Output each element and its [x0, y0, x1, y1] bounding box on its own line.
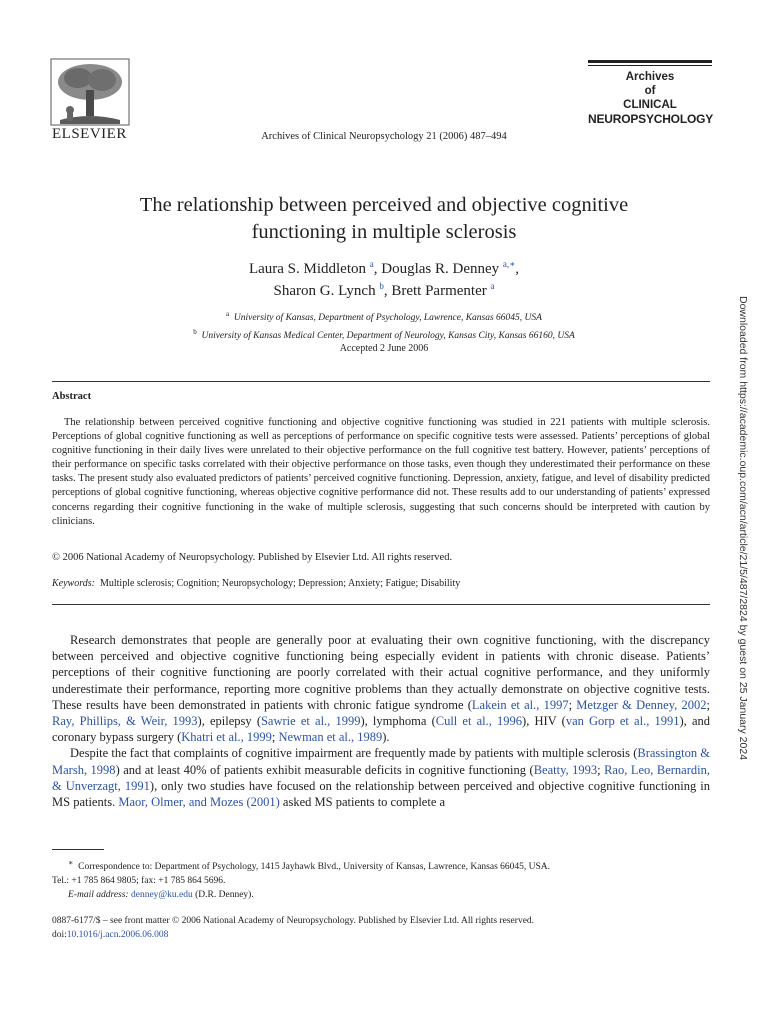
author-list — [0, 258, 768, 302]
author-name: Laura S. Middleton — [248, 261, 367, 277]
affiliations — [0, 307, 768, 343]
text-run: ). — [382, 730, 390, 745]
affiliation-link[interactable]: a — [490, 281, 495, 291]
text-run: ), lymphoma ( — [360, 714, 436, 729]
text-run: ) and at least 40% of patients exhibit measurable deficits in cognitive functioning ( — [115, 762, 534, 777]
affiliation-link[interactable]: a — [369, 259, 374, 269]
email-suffix: (D.R. Denney). — [192, 890, 254, 901]
paragraph — [52, 745, 710, 810]
abstract-copyright: © 2006 National Academy of Neuropsychology. Published by Elsevier Ltd. All rights reserved. — [52, 552, 453, 563]
citation-link[interactable]: Newman et al., 1989 — [278, 730, 383, 745]
text-run: ), and coronary bypass surgery ( — [52, 714, 710, 745]
footnote-rule — [52, 849, 104, 850]
keywords-label: Keywords: — [52, 578, 95, 589]
text-run: Research demonstrates that people are generally poor at evaluating their own cognitive functioning, with the discrepancy between perceived and objective cognitive functioning being especially evident in patients with chronic disease. Patients’ perceptions of their cognitive functioning are poorly correlated with their actual cognitive performance, and they uniformly underestimate their performance, reporting more cognitive problems than they actually demonstrate on objective cognitive tests. These results have been demonstrated in patients with chronic fatigue syndrome ( — [52, 633, 710, 712]
citation-link[interactable]: Cull et al., 1996 — [435, 714, 523, 729]
citation-link[interactable]: Maor, Olmer, and Mozes (2001) — [118, 795, 280, 810]
journal-citation: Archives of Clinical Neuropsychology 21 (2006) 487–494 — [261, 131, 507, 142]
affiliation-marker: a — [226, 310, 230, 318]
affiliation-marker: b — [193, 328, 197, 337]
citation-link[interactable]: Rao, Leo, Bernardin, & Unverzagt, 1991 — [52, 762, 710, 793]
journal-logo-line: NEUROPSYCHOLOGY — [588, 112, 714, 126]
author-name: Brett Parmenter — [391, 283, 487, 299]
article-title-line: The relationship between perceived and objective cognitive — [139, 194, 629, 216]
author-separator: , — [383, 283, 392, 299]
text-run: asked MS patients to complete a — [279, 795, 446, 810]
abstract-heading: Abstract — [52, 391, 92, 402]
citation-link[interactable]: Lakein et al., 1997 — [471, 697, 569, 712]
text-run: Despite the fact that complaints of cognitive impairment are frequently made by patients with multiple sclerosis ( — [70, 746, 638, 761]
citation-link[interactable]: Metzger & Denney, 2002 — [576, 697, 707, 712]
download-watermark[interactable]: Downloaded from https://academic.oup.com/acn/article/21/5/487/2824 by guest on 25 January 2024 — [737, 296, 749, 761]
doi-link[interactable]: 10.1016/j.acn.2006.06.008 — [66, 930, 169, 940]
imprint — [52, 914, 534, 942]
doi-label: doi: — [52, 930, 67, 940]
citation-link[interactable]: van Gorp et al., 1991 — [565, 714, 680, 729]
affiliation-text: University of Kansas, Department of Psychology, Lawrence, Kansas 66045, USA — [233, 313, 542, 324]
article-title-line: functioning in multiple sclerosis — [251, 221, 517, 243]
footnote-marker: ∗ — [68, 858, 74, 867]
contact-phone: Tel.: +1 785 864 9805; fax: +1 785 864 5696. — [52, 876, 226, 887]
journal-logo-line: CLINICAL — [623, 99, 677, 111]
text-run: ; — [706, 697, 710, 712]
paragraph — [52, 632, 710, 745]
correspondence-address: Correspondence to: Department of Psychology, 1415 Jayhawk Blvd., University of Kansas, Lawrence, Kansas 66045, USA. — [78, 862, 551, 873]
citation-link[interactable]: Brassington & Marsh, 1998 — [52, 746, 710, 777]
publisher-name: ELSEVIER — [52, 126, 127, 142]
author-separator: , — [373, 261, 382, 277]
keywords — [52, 578, 460, 589]
author-name: Douglas R. Denney — [381, 261, 500, 277]
email-label: E-mail address: — [68, 890, 129, 901]
citation-link[interactable]: Sawrie et al., 1999 — [260, 714, 361, 729]
abstract-body — [52, 416, 710, 529]
text-run: ; — [597, 762, 605, 777]
affiliation-link[interactable]: a,∗ — [502, 259, 516, 269]
article-title — [0, 192, 768, 246]
abstract-top-rule — [52, 381, 710, 382]
email-link[interactable]: denney@ku.edu — [130, 890, 193, 901]
journal-logo — [588, 60, 712, 126]
footnotes — [52, 856, 550, 902]
journal-logo-line: Archives — [625, 71, 675, 83]
citation-link[interactable]: Beatty, 1993 — [533, 762, 598, 777]
keywords-list: Multiple sclerosis; Cognition; Neuropsychology; Depression; Anxiety; Fatigue; Disability — [99, 578, 461, 589]
accepted-date: Accepted 2 June 2006 — [339, 343, 429, 354]
text-run: ; — [568, 697, 577, 712]
abstract-text: The relationship between perceived cognitive functioning and objective cognitive functioning was studied in 221 patients with multiple sclerosis. Perceptions of global cognitive functioning as well as perceptions of performance on specific cognitive tests were assessed. Patients’ perceptions of global cognitive functioning in their daily lives were unrelated to their objective performance on the full cognitive test battery. However, patients’ perceptions of their performance on specific tasks correlated with their objective performance on those tasks, even though they underestimated their performance on these tasks. The present study also evaluated predictors of patients’ perceived cognitive functioning. Depression, anxiety, fatigue, and level of disability predicted perceptions of global cognitive functioning, whereas objective cognitive performance did not. These results add to our understanding of patients’ expressed concerns regarding their cognitive functioning in the wake of multiple sclerosis, suggesting that such concerns should be interpreted with caution by clinicians. — [52, 417, 710, 527]
citation-link[interactable]: Ray, Phillips, & Weir, 1993 — [52, 714, 198, 729]
front-matter-line: 0887-6177/$ – see front matter © 2006 National Academy of Neuropsychology. Published by Elsevier Ltd. All rights reserved. — [52, 916, 535, 926]
text-run: ), only two studies have focused on the relationship between perceived and objective cognitive functioning in MS patients. — [52, 778, 710, 810]
body-text — [52, 632, 710, 810]
journal-logo-line: of — [644, 85, 656, 97]
abstract-bottom-rule — [52, 604, 710, 605]
affiliation-text: University of Kansas Medical Center, Department of Neurology, Kansas City, Kansas 66160, USA — [201, 331, 575, 342]
text-run: ; — [271, 730, 279, 745]
text-run: ), HIV ( — [522, 714, 566, 729]
citation-link[interactable]: Khatri et al., 1999 — [181, 730, 272, 745]
author-separator: , — [515, 261, 520, 277]
text-run: ), epilepsy ( — [197, 714, 261, 729]
author-name: Sharon G. Lynch — [273, 283, 376, 299]
affiliation-link[interactable]: b — [379, 281, 384, 291]
